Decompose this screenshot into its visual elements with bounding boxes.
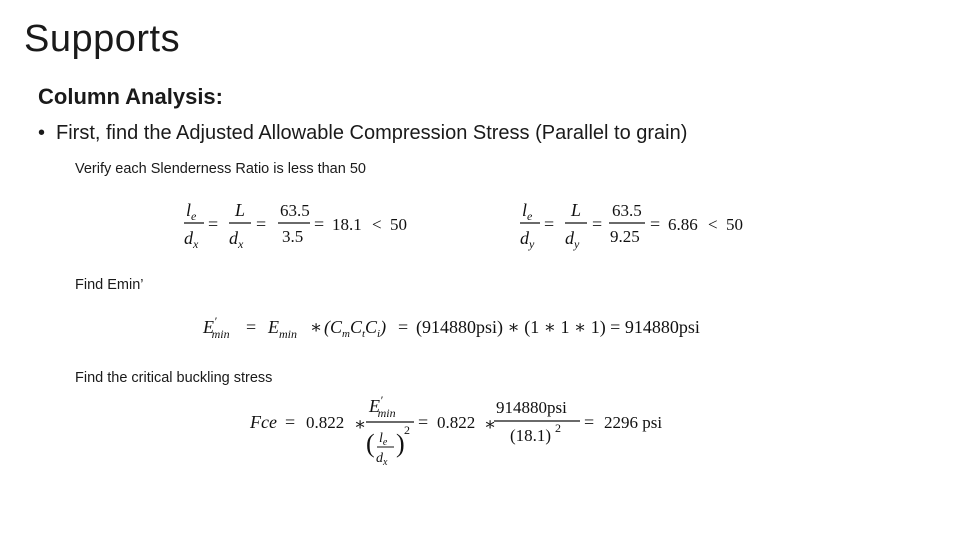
slender-x-limit: 50 [390, 215, 407, 234]
slender-y-den: 9.25 [610, 227, 640, 246]
fce-exp: 2 [404, 423, 410, 437]
fce-den-exp: 2 [555, 421, 561, 435]
fce-coef-2: 0.822 [437, 413, 476, 432]
bullet-text: First, find the Adjusted Allowable Compression Stress (Parallel to grain) [56, 122, 688, 144]
fce-le: $l_e$ [379, 431, 388, 448]
equals-sign: = [246, 317, 257, 337]
paren-left: ( [366, 429, 375, 458]
frac-dy-2: $d_y$ [565, 228, 580, 251]
frac-le: $l_e$ [186, 200, 197, 223]
paren-right: ) [396, 429, 405, 458]
slide-title: Supports [24, 18, 181, 60]
e-min-prime: E′ min [203, 314, 230, 341]
fce-den: (18.1) [510, 426, 552, 445]
frac-le: $l_e$ [522, 200, 533, 223]
equals-sign: = [584, 412, 595, 432]
fce-dx: $d_x$ [376, 451, 388, 468]
equation-slenderness-y [520, 200, 743, 251]
step-emin: Find Emin’ [75, 277, 144, 293]
slender-x-result: 18.1 [332, 215, 362, 234]
frac-dy: $d_y$ [520, 228, 535, 251]
fce-result: 2296 psi [604, 413, 663, 432]
e-min: $E_{min}$ [268, 317, 297, 341]
multiply-sign: ∗ [484, 414, 497, 434]
equals-sign: = [208, 214, 219, 234]
fce-coef: 0.822 [306, 413, 345, 432]
slender-y-num: 63.5 [612, 201, 642, 220]
slender-y-result: 6.86 [668, 215, 698, 234]
equals-sign: = [592, 214, 603, 234]
slender-y-limit: 50 [726, 215, 743, 234]
equals-sign: = [650, 214, 661, 234]
bullet-dot-icon: • [38, 122, 46, 144]
multiply-sign: ∗ [310, 317, 323, 337]
slender-x-den: 3.5 [282, 227, 304, 246]
factors-cm-ct-ci: $(C_mC_tC_i)$ [324, 317, 387, 340]
equals-sign: = [544, 214, 555, 234]
equation-emin-prime [202, 314, 700, 341]
equals-sign: = [418, 412, 429, 432]
frac-dx: $d_x$ [184, 228, 199, 251]
equals-sign: = [256, 214, 267, 234]
frac-dx-2: $d_x$ [229, 228, 244, 251]
emin-rhs: (914880psi) ∗ (1 ∗ 1 ∗ 1) = 914880psi [416, 317, 700, 337]
equals-sign: = [314, 214, 325, 234]
step-buckling: Find the critical buckling stress [75, 370, 273, 386]
fce-e-min-prime: E′ min [369, 393, 396, 420]
frac-L: L [235, 200, 246, 220]
equation-fce [249, 393, 662, 468]
section-heading: Column Analysis: [38, 84, 223, 109]
equation-slenderness-x [184, 200, 407, 251]
fce-num: 914880psi [496, 398, 567, 417]
step-slenderness: Verify each Slenderness Ratio is less than 50 [75, 161, 366, 177]
multiply-sign: ∗ [354, 414, 367, 434]
less-than-sign: < [372, 215, 382, 234]
less-than-sign: < [708, 215, 718, 234]
equals-sign: = [285, 412, 296, 432]
frac-L: L [571, 200, 582, 220]
slender-x-num: 63.5 [280, 201, 310, 220]
equals-sign: = [398, 317, 409, 337]
fce-label: Fce [250, 412, 277, 432]
